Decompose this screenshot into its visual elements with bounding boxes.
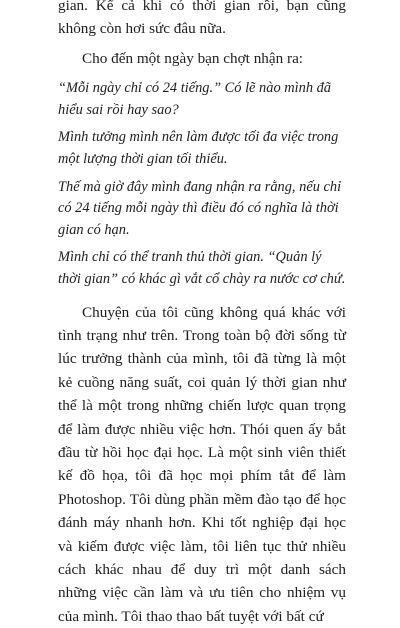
quote-24-hours: “Mỗi ngày chỉ có 24 tiếng.” Có lẽ nào mình đã hiểu sai rồi hay sao? [58,80,332,118]
quote-limited-time: Thế mà giờ đây mình đang nhận ra rằng, nếu chỉ có 24 tiếng mỗi ngày thì điều đó có nghĩa là thời gian có hạn. [58,178,342,238]
page-text [58,0,346,628]
paragraph-continuation: gian. Kể cả khi có thời gian rồi, bạn cũng không còn hơi sức đâu nữa. [58,0,346,38]
paragraph-realization: Cho đến một ngày bạn chợt nhận ra: [82,49,304,67]
quote-time-management: Mình chỉ có thể tranh thủ thời gian. “Quản lý thời gian” có khác gì vắt cổ chày ra nước cơ chứ. [58,249,346,287]
quote-maximize-work: Mình tưởng mình nên làm được tối đa việc trong một lượng thời gian tối thiểu. [58,129,339,167]
paragraph-author-story: Chuyện của tôi cũng không quá khác với tình trạng như trên. Trong toàn bộ đời sống từ lúc trưởng thành của mình, tôi đã từng là một kẻ cuồng năng suất, coi quản lý thời gian như thể là một trong những chiến lược quan trọng để làm được nhiều việc hơn. Thói quen ấy bắt đầu từ hồi học đại học. Là một sinh viên thiết kế đồ họa, tôi đã học mọi phím tắt để làm Photoshop. Tôi dùng phần mềm đào tạo để học đánh máy nhanh hơn. Khi tốt nghiệp đại học và kiếm được việc làm, tôi liên tục thử nhiều cách khác nhau để duy trì một danh sách những việc cần làm và ưu tiên cho nhiệm vụ của mình. Tôi thao thao bất tuyệt với bất cứ [58,303,346,625]
